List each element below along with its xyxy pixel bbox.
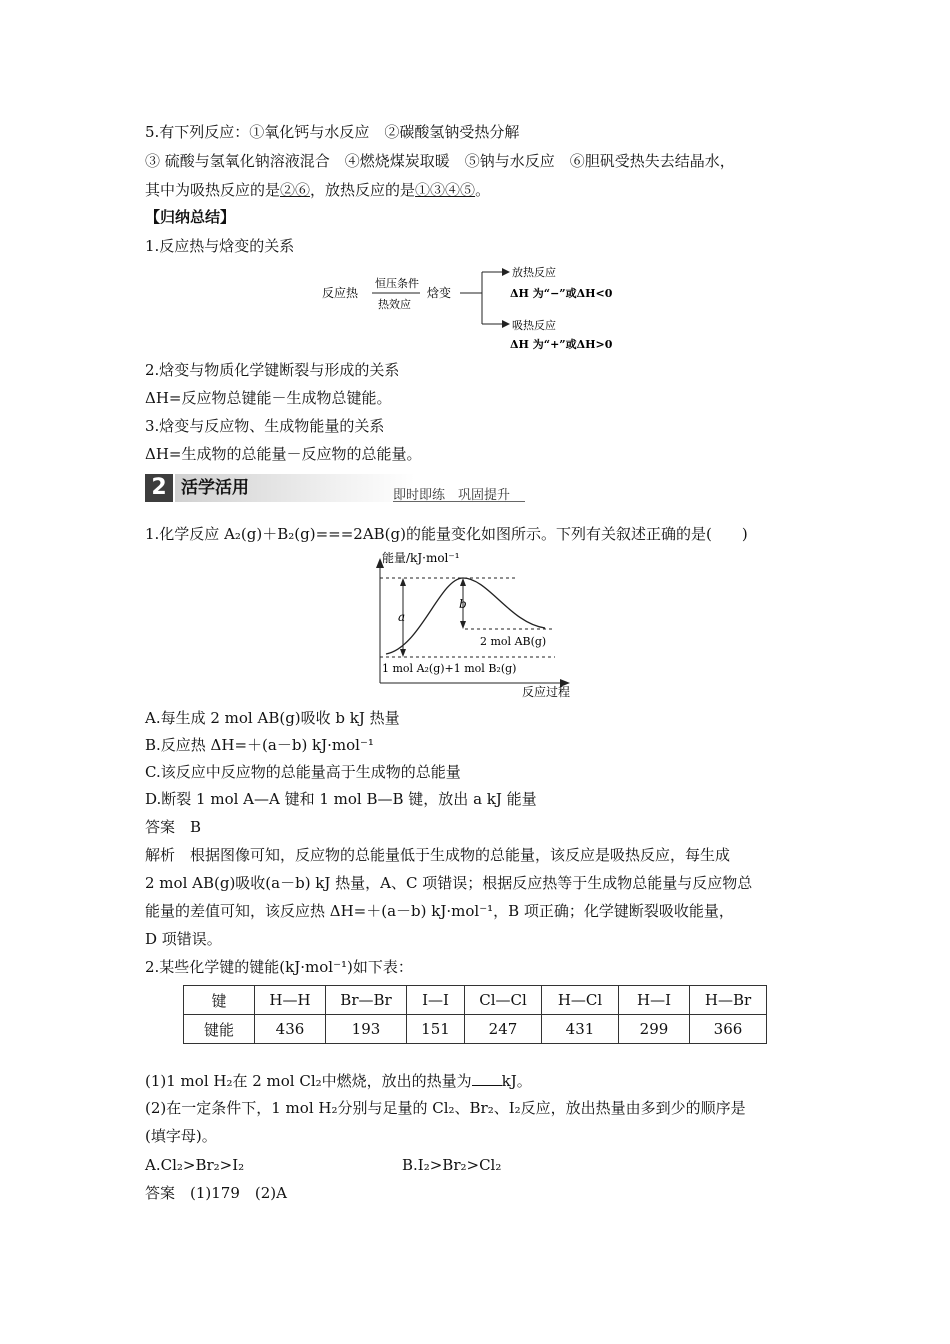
table-cell: H—I: [619, 986, 690, 1015]
diagram-endo-title: 吸热反应: [512, 319, 556, 332]
q1-analysis-1: 解析 根据图像可知，反应物的总能量低于生成物的总能量，该反应是吸热反应，每生成: [145, 846, 731, 864]
energy-reactant-label: 1 mol A₂(g)+1 mol B₂(g): [382, 662, 517, 675]
q2-sub2-line1: (2)在一定条件下，1 mol H₂分别与足量的 Cl₂、Br₂、I₂反应，放出热量由多到少的顺序是: [145, 1099, 746, 1117]
energy-arrow-b-head-bottom: [460, 621, 466, 629]
diagram-exo-title: 放热反应: [512, 266, 556, 279]
table-cell: 431: [542, 1015, 619, 1044]
q5-line3-text: 其中为吸热反应的是: [145, 181, 281, 199]
q1-analysis-2: 2 mol AB(g)吸收(a－b) kJ 热量，A、C 项错误；根据反应热等于生成物总能量与反应物总: [145, 874, 753, 892]
q5-answer-exothermic: ①③④⑤: [415, 181, 476, 199]
energy-arrow-b-head-top: [460, 578, 466, 586]
diagram-left: 反应热: [322, 286, 359, 300]
table-cell: 299: [619, 1015, 690, 1044]
section-header: [145, 474, 525, 504]
q5-line1: 5.有下列反应：①氧化钙与水反应 ②碳酸氢钠受热分解: [145, 123, 520, 141]
q1-option-b: B.反应热 ΔH=＋(a－b) kJ·mol⁻¹: [145, 736, 374, 754]
q1-option-c: C.该反应中反应物的总能量高于生成物的总能量: [145, 763, 461, 781]
q2-answer: 答案 (1)179 (2)A: [145, 1184, 287, 1202]
section-number: 2: [145, 474, 173, 502]
table-cell: 193: [326, 1015, 407, 1044]
summary-p1: 1.反应热与焓变的关系: [145, 237, 295, 255]
energy-diagram: [370, 548, 590, 700]
table-cell: I—I: [407, 986, 465, 1015]
section-underline: [393, 501, 525, 502]
q5-answer-endothermic: ②⑥: [280, 181, 311, 199]
energy-product-label: 2 mol AB(g): [480, 635, 547, 648]
q1-option-d: D.断裂 1 mol A—A 键和 1 mol B—B 键，放出 a kJ 能量: [145, 790, 537, 808]
bond-energy-table: [183, 985, 767, 1044]
table-row-header: 键能: [184, 1015, 255, 1044]
summary-p3-formula: ΔH=生成物的总能量－反应物的总能量。: [145, 445, 422, 463]
q2-sub2-line2: (填字母)。: [145, 1127, 217, 1145]
energy-arrow-a-head-top: [400, 578, 406, 586]
summary-heading: 【归纳总结】: [145, 208, 236, 226]
energy-label-b: b: [459, 597, 467, 611]
summary-p2-formula: ΔH=反应物总键能－生成物总键能。: [145, 389, 392, 407]
q5-line3-end: 。: [475, 181, 491, 199]
table-cell: 436: [255, 1015, 326, 1044]
table-row: [184, 1015, 767, 1044]
summary-p3: 3.焓变与反应物、生成物能量的关系: [145, 417, 385, 435]
energy-ylabel: 能量/kJ·mol⁻¹: [382, 551, 460, 565]
section-title: 活学活用: [175, 474, 415, 502]
q2-stem: 2.某些化学键的键能(kJ·mol⁻¹)如下表：: [145, 958, 413, 976]
diagram-middle: 焓变: [427, 286, 452, 300]
enthalpy-relation-diagram: [320, 262, 640, 354]
table-row: [184, 986, 767, 1015]
q1-answer: 答案 B: [145, 818, 202, 836]
q1-analysis-3: 能量的差值可知，该反应热 ΔH=＋(a－b) kJ·mol⁻¹，B 项正确；化学键断裂吸收能量，: [145, 902, 734, 920]
q2-sub1: [145, 1071, 532, 1091]
q2-sub1-blank: [472, 1071, 502, 1086]
energy-label-a: a: [398, 610, 406, 624]
table-cell: 151: [407, 1015, 465, 1044]
energy-xlabel: 反应过程: [522, 685, 571, 699]
table-cell: H—Cl: [542, 986, 619, 1015]
q1-analysis-4: D 项错误。: [145, 930, 222, 948]
diagram-endo-rule: ΔH 为“+”或ΔH>0: [510, 338, 613, 351]
q5-line3-mid: ，放热反应的是: [310, 181, 416, 199]
table-row-header: 键: [184, 986, 255, 1015]
q2-option-b: B.I₂>Br₂>Cl₂: [402, 1156, 502, 1174]
diagram-cond-bottom: 热效应: [378, 298, 411, 311]
table-cell: 366: [690, 1015, 767, 1044]
diagram-arrowhead-bottom: [502, 320, 510, 328]
q1-option-a: A.每生成 2 mol AB(g)吸收 b kJ 热量: [145, 709, 400, 727]
q2-sub1-unit: kJ。: [501, 1072, 532, 1090]
q2-sub1-text: (1)1 mol H₂在 2 mol Cl₂中燃烧，放出的热量为: [145, 1072, 472, 1090]
q5-line3: [145, 180, 490, 200]
table-cell: H—H: [255, 986, 326, 1015]
table-cell: Cl—Cl: [465, 986, 542, 1015]
summary-p2: 2.焓变与物质化学键断裂与形成的关系: [145, 361, 400, 379]
q2-option-a: A.Cl₂>Br₂>I₂: [145, 1156, 245, 1174]
q1-stem: 1.化学反应 A₂(g)＋B₂(g)===2AB(g)的能量变化如图所示。下列有关叙述正确的是( ): [145, 525, 748, 543]
q5-line2: ③ 硫酸与氢氧化钠溶液混合 ④燃烧煤炭取暖 ⑤钠与水反应 ⑥胆矾受热失去结晶水，: [145, 152, 735, 170]
energy-arrow-a-head-bottom: [400, 649, 406, 657]
table-cell: 247: [465, 1015, 542, 1044]
table-cell: H—Br: [690, 986, 767, 1015]
section-subtitle: 即时即练 巩固提升: [393, 488, 511, 503]
diagram-cond-top: 恒压条件: [375, 277, 419, 290]
diagram-exo-rule: ΔH 为“−”或ΔH<0: [510, 287, 613, 300]
diagram-arrowhead-top: [502, 268, 510, 276]
table-cell: Br—Br: [326, 986, 407, 1015]
